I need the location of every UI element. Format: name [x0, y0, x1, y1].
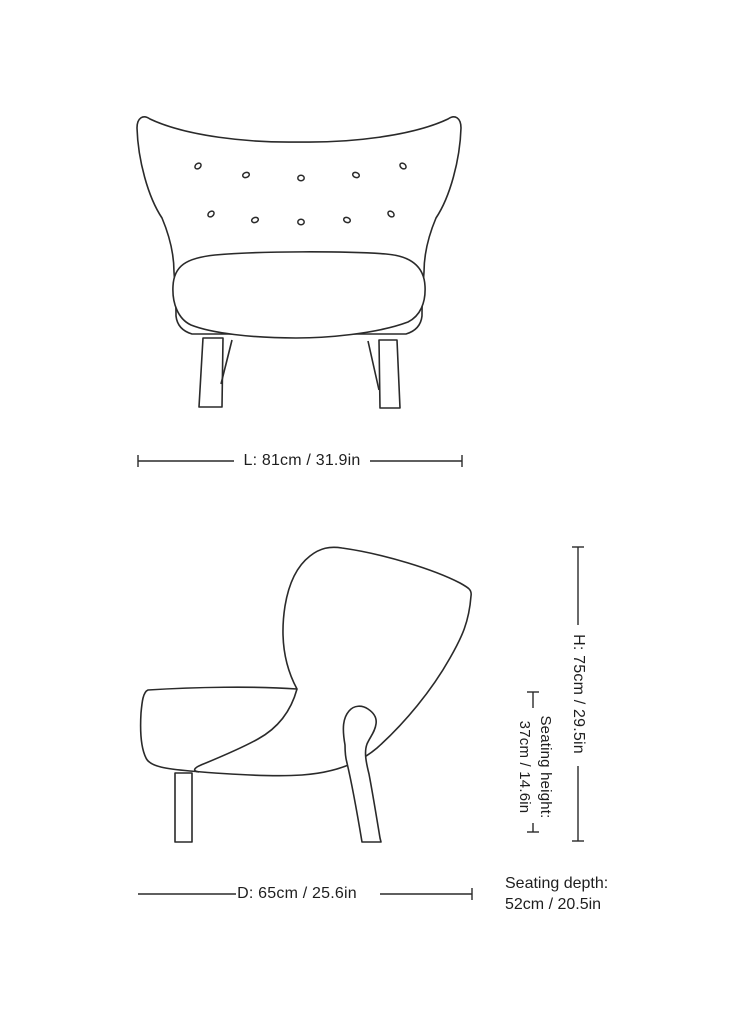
seating-depth-label-line1: Seating depth: [505, 875, 609, 892]
height-dimension-label: H: 75cm / 29.5in [570, 634, 587, 754]
length-dimension-label: L: 81cm / 31.9in [243, 452, 361, 469]
seating-height-label-line2: 37cm / 14.6in [516, 720, 533, 814]
depth-dimension-label: D: 65cm / 25.6in [237, 885, 357, 902]
seating-height-label-line1: Seating height: [537, 715, 554, 819]
seating-height-dimension-label [514, 687, 556, 847]
seating-depth-label [505, 873, 608, 915]
seating-depth-label-line2: 52cm / 20.5in [505, 896, 602, 913]
